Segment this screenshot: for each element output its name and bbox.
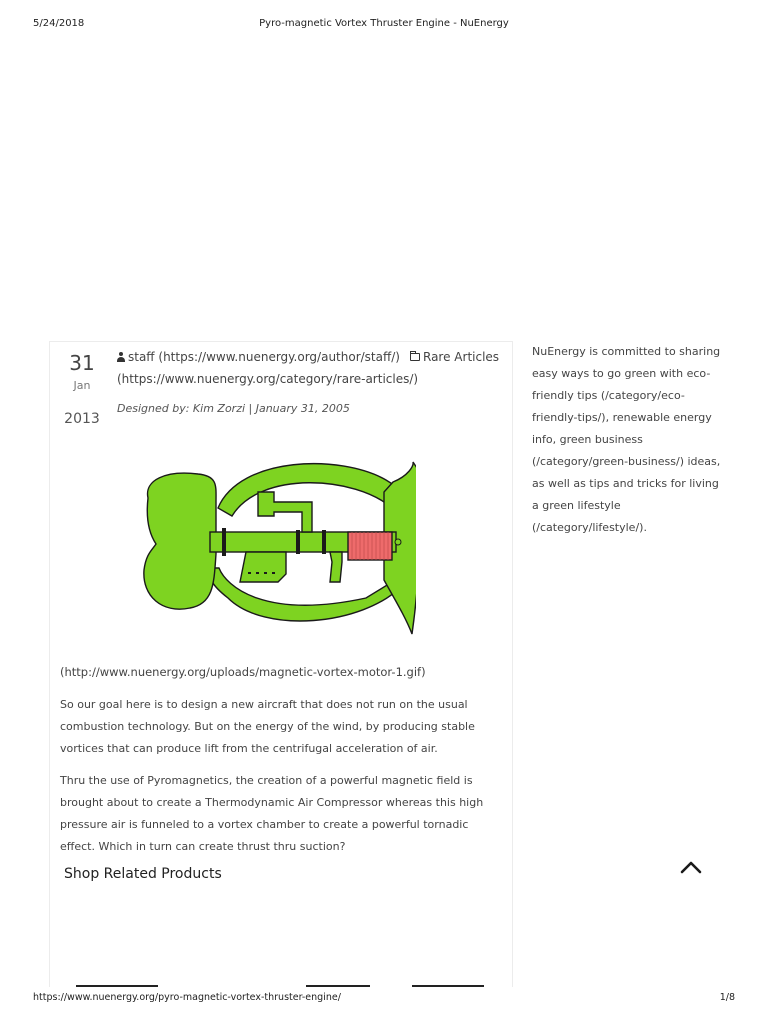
funnel <box>330 552 342 582</box>
print-date: 5/24/2018 <box>33 18 85 29</box>
red-coil <box>348 532 392 560</box>
post-day: 31 <box>69 351 95 375</box>
paragraph-2: Thru the use of Pyromagnetics, the creation of a powerful magnetic field is brought about to create a Thermodynamic Air Compressor whereas this high pressure air is funneled to a vortex chamber to create a powerful tornadic effect. Which in turn can create thrust thru suction? <box>60 774 484 853</box>
image-source-link[interactable]: (http://www.nuenergy.org/uploads/magnetic-vortex-motor-1.gif) <box>60 665 426 679</box>
post-year: 2013 <box>64 411 100 427</box>
post-byline: Designed by: Kim Zorzi | January 31, 2005 <box>117 402 350 415</box>
shop-related-heading: Shop Related Products <box>64 866 222 882</box>
author-link[interactable]: staff (https://www.nuenergy.org/author/staff/) <box>128 350 400 364</box>
post-meta <box>117 347 507 390</box>
paragraph-1: So our goal here is to design a new aircraft that does not run on the usual combustion technology. But on the energy of the wind, by producing stable vortices that can produce lift from the centrifugal acceleration of air. <box>60 698 475 755</box>
product-card-edge <box>412 985 484 987</box>
left-tank <box>144 473 216 609</box>
product-card-edge <box>306 985 370 987</box>
folder-icon <box>410 353 420 361</box>
print-footer <box>33 992 735 1006</box>
category-link[interactable]: Rare Articles <box>423 350 500 364</box>
post-month: Jan <box>73 379 91 392</box>
print-header <box>33 18 735 32</box>
elbow-pipe <box>258 492 312 532</box>
compressor-box <box>240 552 286 582</box>
print-url: https://www.nuenergy.org/pyro-magnetic-vortex-thruster-engine/ <box>33 992 341 1003</box>
print-page-title: Pyro-magnetic Vortex Thruster Engine - NuEnergy <box>259 18 509 29</box>
vortex-engine-illustration <box>136 458 416 636</box>
user-icon <box>117 352 125 362</box>
sidebar-about: NuEnergy is committed to sharing easy ways to go green with eco-friendly tips (/category/eco-friendly-tips/), renewable energy info, green business (/category/green-business/) ideas, as well as tips and tricks for living a green lifestyle (/category/lifestyle/). <box>532 345 721 534</box>
shaft-end <box>395 539 401 545</box>
print-page-number: 1/8 <box>719 992 735 1003</box>
post-date <box>50 350 114 428</box>
chevron-up-icon[interactable] <box>676 856 706 880</box>
category-url[interactable]: (https://www.nuenergy.org/category/rare-articles/) <box>117 371 419 386</box>
article-card <box>49 341 513 987</box>
product-card-edge <box>76 985 158 987</box>
